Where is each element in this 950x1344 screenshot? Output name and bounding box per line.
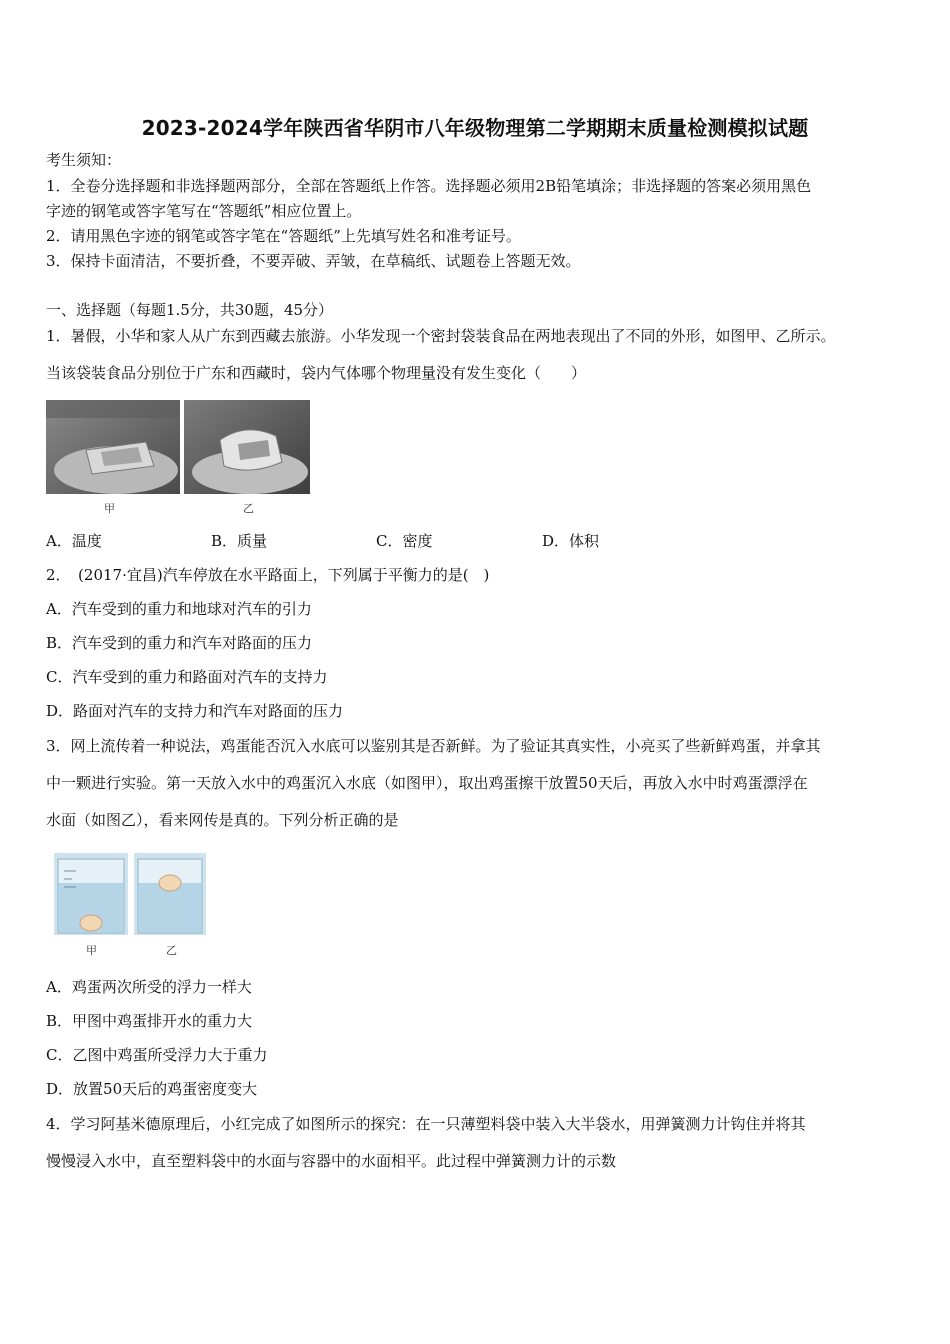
q3-caption-yi: 乙 [166, 944, 177, 957]
egg-floats-beaker-image [134, 853, 206, 935]
notice-item: 3．保持卡面清洁，不要折叠，不要弄破、弄皱，在草稿纸、试题卷上答题无效。 [46, 252, 581, 270]
q1-option-b[interactable]: B．质量 [211, 532, 268, 550]
q4-stem-line2: 慢慢浸入水中，直至塑料袋中的水面与容器中的水面相平。此过程中弹簧测力计的示数 [46, 1152, 617, 1170]
q2-option-c[interactable]: C．汽车受到的重力和路面对汽车的支持力 [46, 668, 328, 686]
q3-option-b[interactable]: B．甲图中鸡蛋排开水的重力大 [46, 1012, 253, 1030]
q2-option-a[interactable]: A．汽车受到的重力和地球对汽车的引力 [46, 600, 312, 618]
notice-item: 字迹的钢笔或答字笔写在“答题纸”相应位置上。 [46, 202, 362, 220]
q1-photo-yi [184, 400, 310, 494]
q3-option-c[interactable]: C．乙图中鸡蛋所受浮力大于重力 [46, 1046, 268, 1064]
q2-option-d[interactable]: D．路面对汽车的支持力和汽车对路面的压力 [46, 702, 344, 720]
q1-option-a[interactable]: A．温度 [46, 532, 102, 550]
notice-item: 1．全卷分选择题和非选择题两部分，全部在答题纸上作答。选择题必须用2B铅笔填涂；非选择题的答案必须用黑色 [46, 177, 812, 195]
q1-options [46, 530, 646, 552]
section-heading: 一、选择题（每题1.5分，共30题，45分） [46, 301, 334, 319]
q1-photo-jia [46, 400, 180, 494]
q3-photo-yi [134, 853, 206, 935]
notice-heading: 考生须知： [46, 151, 122, 169]
q1-caption-jia: 甲 [104, 502, 115, 515]
food-bag-guangdong-image [46, 400, 180, 494]
q3-stem-line1: 3．网上流传着一种说法，鸡蛋能否沉入水底可以鉴别其是否新鲜。为了验证其真实性，小亮买了些新鲜鸡蛋，并拿其 [46, 737, 821, 755]
q1-option-c[interactable]: C．密度 [376, 532, 433, 550]
q3-option-d[interactable]: D．放置50天后的鸡蛋密度变大 [46, 1080, 258, 1098]
egg-sinks-beaker-image [54, 853, 128, 935]
q4-stem-line1: 4．学习阿基米德原理后，小红完成了如图所示的探究：在一只薄塑料袋中装入大半袋水，用弹簧测力计钩住并将其 [46, 1115, 806, 1133]
food-bag-tibet-image [184, 400, 310, 494]
q3-option-a[interactable]: A．鸡蛋两次所受的浮力一样大 [46, 978, 252, 996]
q3-caption-jia: 甲 [86, 944, 97, 957]
q3-photo-jia [54, 853, 128, 935]
q3-stem-line2: 中一颗进行实验。第一天放入水中的鸡蛋沉入水底（如图甲），取出鸡蛋擦干放置50天后，再放入水中时鸡蛋漂浮在 [46, 774, 808, 792]
notice-item: 2．请用黑色字迹的钢笔或答字笔在“答题纸”上先填写姓名和准考证号。 [46, 227, 521, 245]
q1-caption-yi: 乙 [243, 502, 254, 515]
q1-stem-line1: 1．暑假，小华和家人从广东到西藏去旅游。小华发现一个密封袋装食品在两地表现出了不同的外形，如图甲、乙所示。 [46, 327, 836, 345]
q3-stem-line3: 水面（如图乙），看来网传是真的。下列分析正确的是 [46, 811, 399, 829]
q1-option-d[interactable]: D．体积 [542, 532, 600, 550]
page-title: 2023-2024学年陕西省华阴市八年级物理第二学期期末质量检测模拟试题 [141, 116, 809, 140]
q1-stem-line2: 当该袋装食品分别位于广东和西藏时，袋内气体哪个物理量没有发生变化（ ） [46, 364, 587, 382]
q2-stem: 2． (2017·宜昌)汽车停放在水平路面上，下列属于平衡力的是( ) [46, 566, 490, 584]
q2-option-b[interactable]: B．汽车受到的重力和汽车对路面的压力 [46, 634, 313, 652]
